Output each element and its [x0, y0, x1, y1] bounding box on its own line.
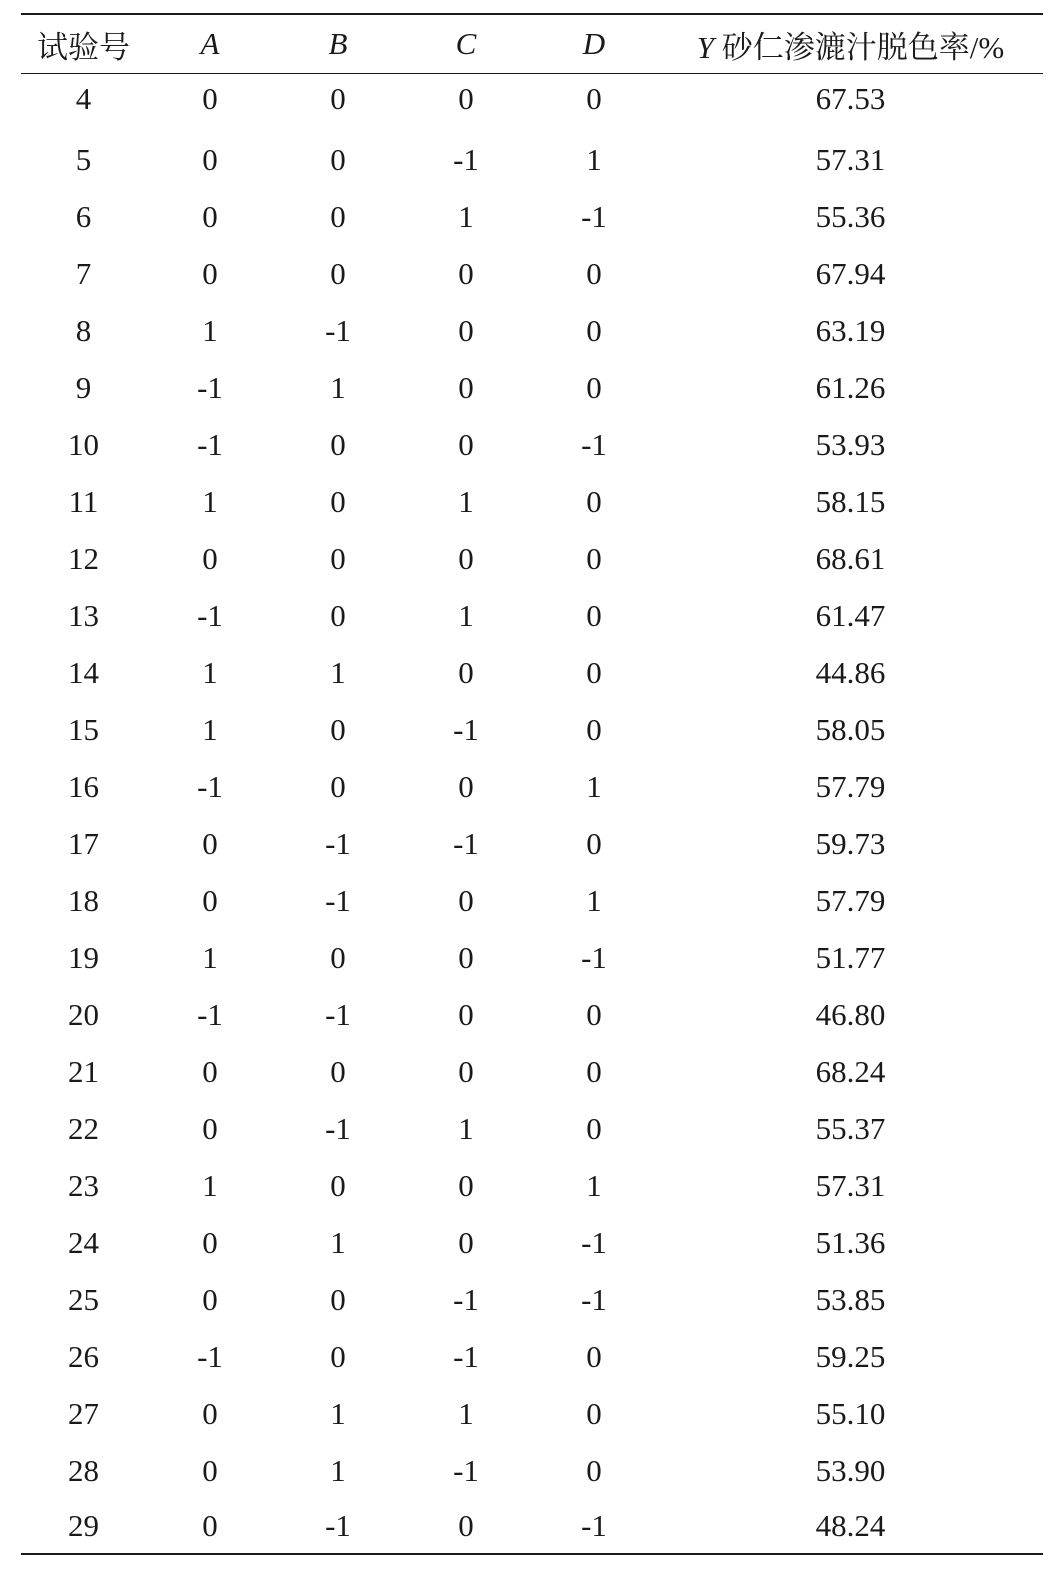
table-row: [21, 986, 1043, 1043]
header-factor-b: B: [274, 14, 402, 74]
cell-response-y: 57.31: [815, 1167, 886, 1203]
cell-response-y: 61.47: [815, 597, 886, 633]
cell-response-y: 44.86: [815, 654, 886, 690]
cell-factor-a: 0: [202, 882, 218, 918]
cell-factor-b: -1: [325, 882, 351, 918]
table-header: [21, 14, 1043, 74]
cell-trial-number: 20: [68, 996, 99, 1032]
cell-response-y: 59.73: [815, 825, 886, 861]
cell-factor-d: 0: [586, 483, 602, 519]
cell-response-y: 53.93: [815, 426, 886, 462]
cell-factor-a: 0: [202, 81, 218, 116]
table-row: [21, 131, 1043, 188]
table-row: [21, 359, 1043, 416]
cell-factor-d: -1: [530, 1499, 658, 1554]
cell-factor-b: 0: [330, 255, 346, 291]
cell-factor-a: -1: [197, 1338, 223, 1374]
table-row: [21, 1214, 1043, 1271]
cell-factor-d: 0: [586, 597, 602, 633]
cell-factor-c: 0: [458, 540, 474, 576]
cell-factor-b: 0: [330, 1053, 346, 1089]
table-row: [21, 245, 1043, 302]
cell-response-y: 67.94: [815, 255, 886, 291]
table-row: [21, 1385, 1043, 1442]
cell-trial-number: 18: [68, 882, 99, 918]
table-row: [21, 1271, 1043, 1328]
cell-response-y: 61.26: [815, 369, 886, 405]
table-row: [21, 929, 1043, 986]
cell-factor-d: -1: [581, 1281, 607, 1317]
cell-trial-number: 21: [68, 1053, 99, 1089]
header-response-label: 砂仁渗漉汁脱色率/%: [714, 29, 1005, 65]
cell-factor-d: -1: [581, 426, 607, 462]
cell-trial-number: 8: [75, 312, 92, 348]
table-row: [21, 701, 1043, 758]
cell-factor-c: -1: [453, 1452, 479, 1488]
cell-factor-b: 0: [330, 1167, 346, 1203]
cell-factor-c: 0: [458, 255, 474, 291]
cell-factor-a: 0: [146, 1499, 274, 1554]
cell-trial-number: 14: [68, 654, 99, 690]
table-row: [21, 1043, 1043, 1100]
cell-response-y: 57.31: [815, 141, 886, 177]
cell-response-y: 48.24: [658, 1499, 1043, 1554]
cell-factor-a: -1: [197, 597, 223, 633]
cell-trial-number: 15: [68, 711, 99, 747]
cell-trial-number: 23: [68, 1167, 99, 1203]
cell-factor-d: 1: [586, 141, 602, 177]
cell-factor-a: 1: [202, 312, 218, 348]
table-body: [21, 74, 1043, 1555]
cell-response-y: 53.90: [815, 1452, 886, 1488]
cell-factor-b: 0: [330, 198, 346, 234]
table-row: [21, 587, 1043, 644]
cell-factor-a: 0: [202, 198, 218, 234]
table-row: [21, 473, 1043, 530]
cell-factor-c: 0: [458, 426, 474, 462]
cell-trial-number: 9: [75, 369, 92, 405]
cell-factor-b: 0: [330, 540, 346, 576]
cell-trial-number: 13: [68, 597, 99, 633]
cell-factor-a: 0: [202, 141, 218, 177]
cell-factor-b: 0: [330, 939, 346, 975]
cell-factor-c: 0: [458, 1053, 474, 1089]
cell-factor-b: 1: [330, 1395, 346, 1431]
cell-response-y: 51.77: [815, 939, 886, 975]
cell-factor-a: -1: [197, 426, 223, 462]
cell-factor-d: 0: [586, 255, 602, 291]
cell-factor-b: 0: [330, 768, 346, 804]
cell-factor-c: 0: [458, 768, 474, 804]
cell-factor-d: 0: [586, 81, 602, 116]
cell-factor-d: 0: [586, 1110, 602, 1146]
table-row: [21, 1499, 1043, 1554]
cell-response-y: 68.61: [815, 540, 886, 576]
cell-factor-b: 1: [330, 369, 346, 405]
cell-factor-b: -1: [325, 1110, 351, 1146]
cell-trial-number: 4: [75, 81, 92, 116]
cell-factor-c: 1: [458, 483, 474, 519]
cell-factor-a: 1: [202, 483, 218, 519]
cell-factor-a: 0: [202, 825, 218, 861]
cell-response-y: 63.19: [815, 312, 886, 348]
cell-factor-c: -1: [453, 1338, 479, 1374]
cell-factor-a: 1: [202, 939, 218, 975]
cell-factor-c: 0: [458, 369, 474, 405]
cell-response-y: 57.79: [815, 768, 886, 804]
cell-factor-a: 1: [202, 711, 218, 747]
cell-factor-b: 0: [330, 1338, 346, 1374]
cell-factor-c: 1: [458, 198, 474, 234]
cell-factor-a: 0: [202, 1110, 218, 1146]
table-row: [21, 1442, 1043, 1499]
cell-factor-d: 1: [586, 1167, 602, 1203]
cell-factor-a: 0: [202, 1452, 218, 1488]
cell-factor-d: 0: [586, 1452, 602, 1488]
cell-trial-number: 10: [68, 426, 99, 462]
cell-factor-a: -1: [197, 768, 223, 804]
cell-factor-d: 0: [586, 540, 602, 576]
header-response-y: [658, 14, 1043, 74]
cell-factor-d: 0: [586, 654, 602, 690]
cell-response-y: 58.05: [815, 711, 886, 747]
cell-factor-b: -1: [274, 1499, 402, 1554]
cell-factor-d: 0: [586, 1053, 602, 1089]
cell-factor-d: 0: [586, 369, 602, 405]
cell-factor-b: 1: [330, 1452, 346, 1488]
cell-factor-b: 0: [330, 1281, 346, 1317]
cell-factor-d: 0: [586, 825, 602, 861]
header-factor-a: A: [146, 14, 274, 74]
cell-trial-number: 6: [75, 198, 92, 234]
cell-factor-c: 1: [458, 1395, 474, 1431]
cell-response-y: 53.85: [815, 1281, 886, 1317]
cell-response-y: 55.37: [815, 1110, 886, 1146]
cell-factor-c: 0: [458, 1167, 474, 1203]
cell-factor-a: 0: [202, 255, 218, 291]
cell-factor-a: 0: [202, 1281, 218, 1317]
table-row: [21, 1328, 1043, 1385]
cell-factor-c: 0: [458, 939, 474, 975]
cell-factor-d: -1: [581, 939, 607, 975]
cell-factor-c: -1: [453, 141, 479, 177]
cell-factor-d: 0: [586, 996, 602, 1032]
cell-trial-number: 24: [68, 1224, 99, 1260]
cell-factor-d: 1: [586, 768, 602, 804]
cell-trial-number: 7: [75, 255, 92, 291]
cell-trial-number: 17: [68, 825, 99, 861]
cell-factor-b: -1: [325, 996, 351, 1032]
header-trial-number: 试验号: [21, 14, 146, 74]
table-row: [21, 530, 1043, 587]
header-factor-c: C: [402, 14, 530, 74]
table-row: [21, 302, 1043, 359]
cell-factor-c: 0: [458, 312, 474, 348]
cell-trial-number: 16: [68, 768, 99, 804]
cell-trial-number: 29: [21, 1499, 146, 1554]
cell-trial-number: 22: [68, 1110, 99, 1146]
cell-factor-b: 0: [330, 426, 346, 462]
cell-factor-b: 1: [330, 1224, 346, 1260]
cell-factor-d: 0: [586, 711, 602, 747]
header-row: [21, 14, 1043, 74]
cell-response-y: 55.10: [815, 1395, 886, 1431]
cell-factor-d: 0: [586, 1338, 602, 1374]
experiment-results-table: [21, 13, 1043, 1555]
cell-factor-b: 0: [330, 597, 346, 633]
cell-response-y: 58.15: [815, 483, 886, 519]
cell-trial-number: 11: [68, 483, 99, 519]
table-row: [21, 815, 1043, 872]
cell-response-y: 51.36: [815, 1224, 886, 1260]
table-row: [21, 1100, 1043, 1157]
table-row: [21, 644, 1043, 701]
cell-factor-b: 1: [330, 654, 346, 690]
cell-factor-c: 1: [458, 597, 474, 633]
cell-trial-number: 26: [68, 1338, 99, 1374]
cell-factor-a: 1: [202, 1167, 218, 1203]
table-row: [21, 74, 1043, 132]
cell-factor-c: 0: [402, 1499, 530, 1554]
cell-response-y: 55.36: [815, 198, 886, 234]
cell-factor-d: -1: [581, 198, 607, 234]
cell-factor-b: 0: [330, 483, 346, 519]
cell-factor-a: 0: [202, 1224, 218, 1260]
cell-factor-c: 0: [458, 1224, 474, 1260]
cell-factor-c: 1: [458, 1110, 474, 1146]
cell-factor-c: -1: [453, 711, 479, 747]
cell-trial-number: 25: [68, 1281, 99, 1317]
cell-trial-number: 28: [68, 1452, 99, 1488]
cell-trial-number: 27: [68, 1395, 99, 1431]
cell-factor-c: 0: [458, 654, 474, 690]
results-table-container: [21, 13, 1043, 1555]
cell-factor-a: -1: [197, 996, 223, 1032]
header-response-variable: Y: [696, 29, 715, 65]
cell-factor-b: -1: [325, 312, 351, 348]
cell-trial-number: 5: [75, 141, 92, 177]
cell-factor-c: -1: [453, 825, 479, 861]
table-row: [21, 416, 1043, 473]
cell-factor-d: -1: [581, 1224, 607, 1260]
cell-factor-c: 0: [458, 81, 474, 116]
table-row: [21, 188, 1043, 245]
cell-factor-c: -1: [453, 1281, 479, 1317]
cell-factor-c: 0: [458, 882, 474, 918]
cell-factor-c: 0: [458, 996, 474, 1032]
cell-response-y: 67.53: [815, 81, 886, 116]
cell-trial-number: 12: [68, 540, 99, 576]
cell-factor-b: -1: [325, 825, 351, 861]
cell-factor-a: 0: [202, 1395, 218, 1431]
cell-trial-number: 19: [68, 939, 99, 975]
table-row: [21, 872, 1043, 929]
table-row: [21, 758, 1043, 815]
cell-factor-a: 0: [202, 540, 218, 576]
cell-response-y: 57.79: [815, 882, 886, 918]
header-factor-d: D: [530, 14, 658, 74]
cell-factor-b: 0: [330, 711, 346, 747]
cell-factor-a: 0: [202, 1053, 218, 1089]
cell-response-y: 59.25: [815, 1338, 886, 1374]
cell-response-y: 68.24: [815, 1053, 886, 1089]
cell-response-y: 46.80: [815, 996, 886, 1032]
cell-factor-d: 0: [586, 312, 602, 348]
cell-factor-d: 1: [586, 882, 602, 918]
cell-factor-d: 0: [586, 1395, 602, 1431]
cell-factor-b: 0: [330, 141, 346, 177]
cell-factor-a: 1: [202, 654, 218, 690]
cell-factor-b: 0: [330, 81, 346, 116]
cell-factor-a: -1: [197, 369, 223, 405]
table-row: [21, 1157, 1043, 1214]
